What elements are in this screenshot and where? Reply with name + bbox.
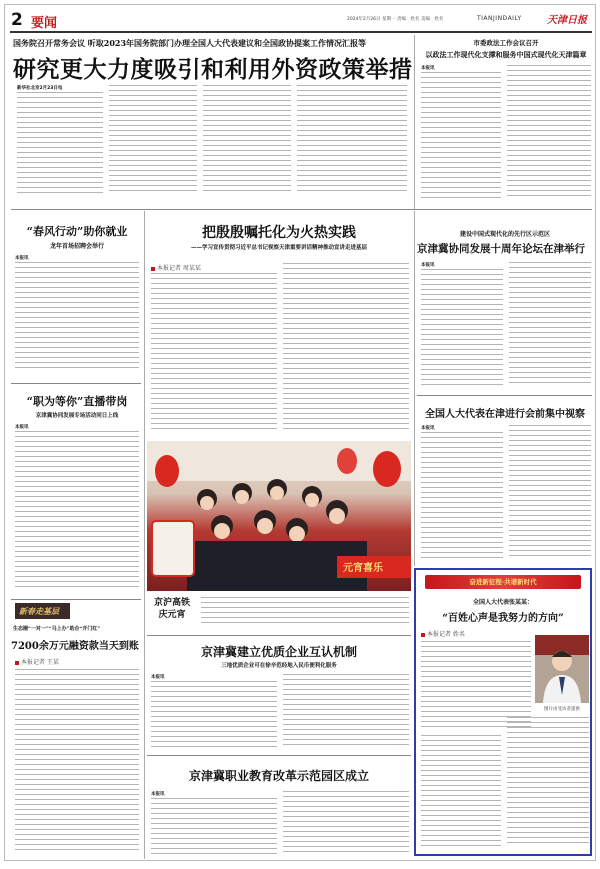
- column-rule: [414, 35, 415, 210]
- spring-headline: “春风行动”助你就业: [26, 225, 128, 238]
- lead-body-col4: [297, 85, 407, 197]
- npc-body-col2: [509, 425, 591, 562]
- photo-caption: 京沪高铁庆元宵: [153, 598, 190, 620]
- jjj-dateline: 本报讯: [421, 263, 435, 268]
- page-number: 2: [11, 10, 23, 30]
- vocational-headline: 京津冀职业教育改革示范园区成立: [188, 769, 369, 783]
- jjj-headline: 京津冀协同发展十周年论坛在津举行: [417, 243, 585, 255]
- highlight-body-col1: [421, 735, 501, 851]
- right-top-body-col1: [421, 72, 501, 202]
- enterprise-headline: 京津冀建立优质企业互认机制: [200, 645, 357, 659]
- lead-body-col1: [17, 92, 103, 197]
- vocational-body-col1: [151, 798, 277, 856]
- right-top-headline: 以政法工作现代化支撑和服务中国式现代化天津篇章: [425, 50, 587, 59]
- rule-right-1: [417, 395, 592, 396]
- npc-dateline: 本报讯: [421, 426, 435, 431]
- spring-body: [15, 262, 139, 374]
- enterprise-subhead: 三地优质企业可在徐辛范经地入民币便利化服务: [221, 663, 337, 669]
- masthead-rule: [10, 31, 592, 33]
- lead-body-col2: [109, 85, 197, 197]
- column-rule-right: [414, 211, 415, 566]
- financing-byline: 本报记者 王某: [15, 657, 59, 666]
- lead-body-col3: [203, 85, 291, 197]
- feature-body-col1: [151, 273, 277, 435]
- feature-byline: 本报记者 周某某: [151, 263, 201, 272]
- paper-pinyin: TIANJINDAILY: [477, 15, 522, 22]
- highlight-photo-caption: 图片由受访者提供: [544, 707, 580, 712]
- highlight-banner: 奋进新征程·共谱新时代: [469, 578, 537, 586]
- lead-dateline: 新华社北京2月23日电: [17, 86, 63, 91]
- jjj-body-col1: [421, 269, 503, 389]
- paper-logo: 天津日报: [547, 15, 587, 26]
- jjj-body-col2: [509, 262, 591, 389]
- npc-body-col1: [421, 432, 503, 562]
- rule-left-2: [11, 599, 141, 600]
- feature-subhead: ——学习宣传贯彻习近平总书记视察天津重要讲话精神推动宣讲走进基层: [190, 245, 367, 251]
- column-logo: 新春走基层: [19, 606, 59, 616]
- right-top-kicker: 市委政法工作会议召开: [473, 39, 539, 47]
- date-line: 2024年2月26日 星期一 责编：姓名 美编：姓名: [347, 17, 444, 22]
- portrait-illustration: [535, 635, 589, 703]
- spring-dateline: 本报讯: [15, 256, 29, 261]
- highlight-photo: [535, 635, 589, 703]
- feature-photo: [147, 441, 411, 591]
- financing-body: [15, 669, 139, 855]
- highlight-kicker: 全国人大代表张某某：: [472, 599, 533, 606]
- vocational-body-col2: [283, 791, 409, 856]
- rule-left-1: [11, 383, 141, 384]
- financing-headline: 7200余万元融资款当天到账: [11, 641, 139, 652]
- highlight-headline: “百姓心声是我努力的方向”: [442, 613, 564, 624]
- lead-kicker: 国务院召开常务会议 听取2023年国务院部门办理全国人大代表建议和全国政协提案工作情况汇报等: [13, 38, 367, 48]
- rule-center-2: [147, 755, 411, 756]
- jjj-kicker: 建设中国式现代化的先行区示范区: [459, 231, 550, 238]
- photo-caption-body: [201, 597, 409, 627]
- spring-subhead: 龙年首场招聘会举行: [49, 243, 104, 250]
- feature-headline: 把殷殷嘱托化为火热实践: [202, 225, 356, 241]
- enterprise-body-col1: [151, 681, 277, 749]
- livestream-body: [15, 431, 139, 591]
- npc-headline: 全国人大代表在津进行会前集中视察: [425, 409, 585, 420]
- livestream-dateline: 本报讯: [15, 425, 29, 430]
- enterprise-body-col2: [283, 674, 409, 749]
- highlight-byline: 本报记者 姓名: [421, 629, 465, 638]
- enterprise-dateline: 本报讯: [151, 675, 165, 680]
- newspaper-page: [4, 4, 596, 861]
- financing-kicker: 生态圈“一对一”“马上办”助企“开门红”: [13, 626, 101, 632]
- feature-photo-banner: 元宵喜乐: [343, 563, 383, 574]
- livestream-headline: “职为等你”直播带岗: [26, 395, 128, 408]
- vocational-dateline: 本报讯: [151, 792, 165, 797]
- lead-headline: 研究更大力度吸引和利用外资政策举措: [13, 56, 413, 83]
- rule-center-1: [147, 635, 411, 636]
- highlight-body-col2: [507, 717, 589, 851]
- right-top-body-col2: [507, 65, 591, 202]
- rule-1: [11, 209, 592, 210]
- feature-body-col2: [283, 263, 409, 435]
- livestream-subhead: 京津冀协同发展专场活动同日上线: [35, 413, 119, 419]
- right-top-dateline: 本报讯: [421, 66, 435, 71]
- section-label: 要闻: [31, 16, 58, 31]
- column-rule-left: [144, 211, 145, 859]
